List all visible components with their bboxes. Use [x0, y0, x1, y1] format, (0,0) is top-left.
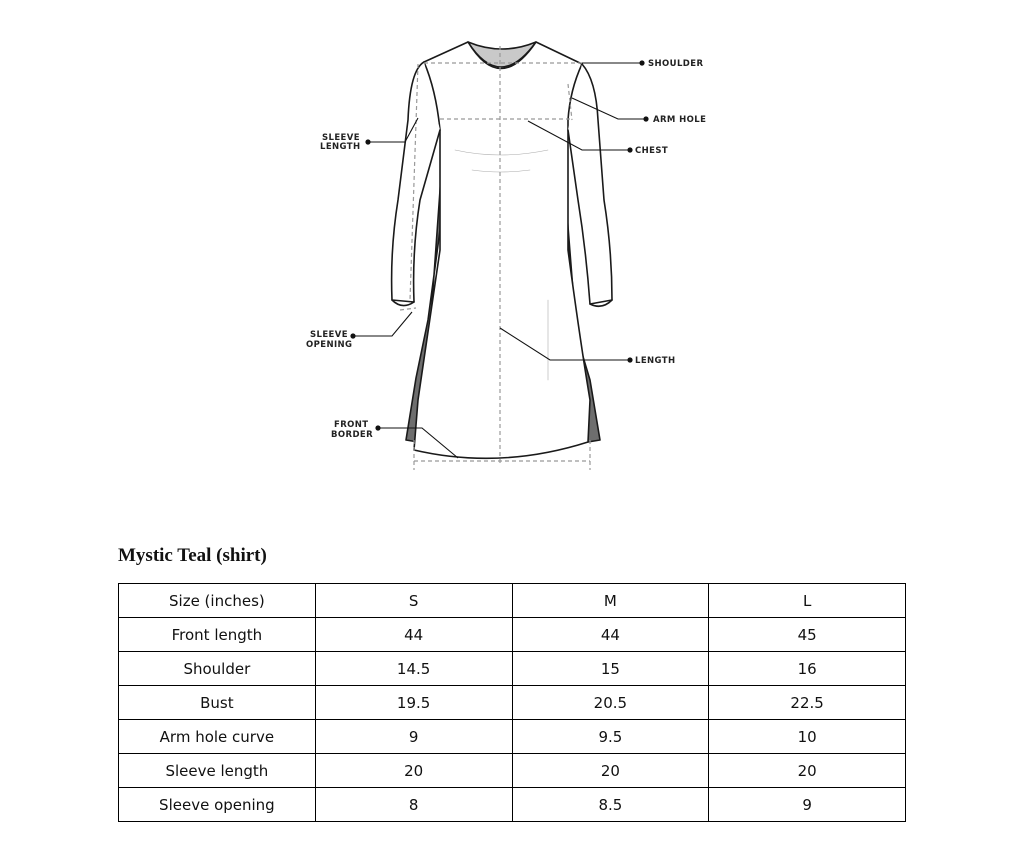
sleeve-length-label-line2: LENGTH [320, 142, 361, 152]
size-l-value: 45 [709, 618, 906, 652]
sleeve-length-label-line1: SLEEVE [322, 133, 360, 143]
right-sleeve [568, 64, 612, 304]
size-l-value: 9 [709, 788, 906, 822]
size-chart-table [118, 583, 906, 822]
size-l-value: 10 [709, 720, 906, 754]
size-s-value: 14.5 [315, 652, 512, 686]
table-row [119, 652, 906, 686]
table-row [119, 618, 906, 652]
size-s-value: 8 [315, 788, 512, 822]
measurement-name: Sleeve opening [119, 788, 316, 822]
size-s-value: 9 [315, 720, 512, 754]
measurement-name: Front length [119, 618, 316, 652]
arm-hole-label: ARM HOLE [653, 115, 707, 125]
table-row [119, 686, 906, 720]
measurement-name: Arm hole curve [119, 720, 316, 754]
size-m-value: 15 [512, 652, 709, 686]
size-l-value: 20 [709, 754, 906, 788]
left-sleeve [392, 62, 440, 302]
table-row [119, 720, 906, 754]
size-s-value: 19.5 [315, 686, 512, 720]
table-header-row [119, 584, 906, 618]
size-m-value: 44 [512, 618, 709, 652]
measurement-name: Shoulder [119, 652, 316, 686]
size-l-value: 16 [709, 652, 906, 686]
size-s-value: 44 [315, 618, 512, 652]
size-chart-title: Mystic Teal (shirt) [118, 545, 267, 566]
front-border-label-line2: BORDER [331, 430, 374, 440]
measurement-name: Sleeve length [119, 754, 316, 788]
shoulder-label: SHOULDER [648, 59, 704, 69]
header-cell: L [709, 584, 906, 618]
table-row [119, 754, 906, 788]
chest-label: CHEST [635, 146, 669, 156]
size-m-value: 8.5 [512, 788, 709, 822]
table-row [119, 788, 906, 822]
sleeve-opening-label-line2: OPENING [306, 340, 353, 350]
size-l-value: 22.5 [709, 686, 906, 720]
front-border-label-line1: FRONT [334, 420, 369, 430]
sleeve-opening-label-line1: SLEEVE [310, 330, 348, 340]
shirt-body [414, 42, 590, 458]
header-cell: M [512, 584, 709, 618]
header-cell: Size (inches) [119, 584, 316, 618]
size-s-value: 20 [315, 754, 512, 788]
size-m-value: 9.5 [512, 720, 709, 754]
length-label: LENGTH [635, 356, 676, 366]
measurement-name: Bust [119, 686, 316, 720]
size-m-value: 20 [512, 754, 709, 788]
size-m-value: 20.5 [512, 686, 709, 720]
header-cell: S [315, 584, 512, 618]
